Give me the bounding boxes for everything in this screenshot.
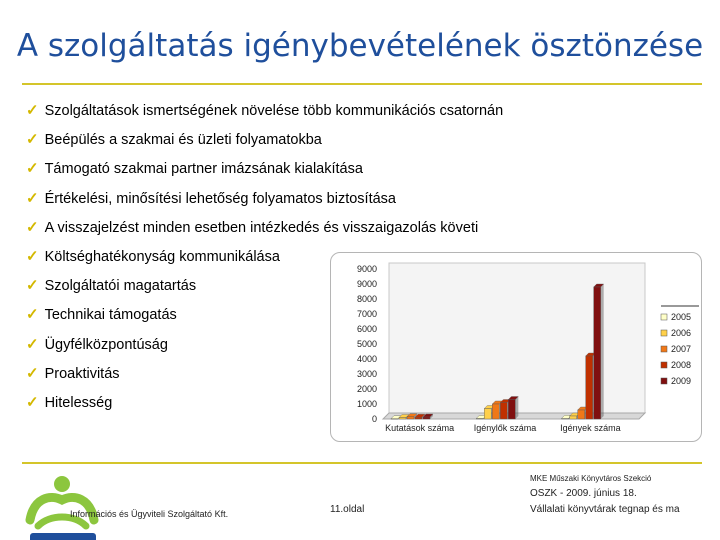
legend-swatch xyxy=(661,330,667,336)
bullet-text: Szolgáltatások ismertségének növelése több kommunikációs csatornán xyxy=(44,103,504,119)
bar-2009 xyxy=(423,417,430,419)
bullet-text: Értékelési, minősítési lehetőség folyamatos biztosítása xyxy=(44,190,396,207)
footer-company: Információs és Ügyviteli Szolgáltató Kft. xyxy=(70,509,229,519)
legend-label: 2006 xyxy=(671,328,692,338)
legend-label: 2008 xyxy=(671,360,692,370)
bullet-item xyxy=(26,125,503,154)
y-tick-label: 1000 xyxy=(356,399,377,409)
bar-2008 xyxy=(500,403,507,420)
bullet-item xyxy=(26,184,503,213)
slide-title: A szolgáltatás igénybevételének ösztönzése xyxy=(16,28,704,64)
checkmark-icon: ✓ xyxy=(26,277,39,295)
bullet-text: Hitelesség xyxy=(44,394,113,411)
bar-2006 xyxy=(399,418,406,420)
bullet-text: A visszajelzést minden esetben intézkedés és visszaigazolás követi xyxy=(44,219,479,236)
bullet-item xyxy=(26,96,503,125)
footer-event: OSZK - 2009. június 18. xyxy=(530,488,637,499)
footer-subtitle: Vállalati könyvtárak tegnap és ma xyxy=(530,504,680,515)
bar-2007 xyxy=(407,417,414,419)
y-tick-label: 4000 xyxy=(356,354,377,364)
bullet-text: Beépülés a szakmai és üzleti folyamatokba xyxy=(44,132,322,149)
x-tick-label: Igények száma xyxy=(560,423,621,433)
footer-divider xyxy=(22,462,702,464)
y-tick-label: 2000 xyxy=(356,384,377,394)
bar-2005 xyxy=(476,418,483,419)
bar-2007 xyxy=(578,410,585,419)
chart-canvas xyxy=(331,253,703,443)
bullet-text: Szolgáltatói magatartás xyxy=(44,278,197,295)
bar-2006 xyxy=(570,416,577,419)
x-tick-label: Igénylők száma xyxy=(473,423,537,433)
y-tick-label: 7000 xyxy=(356,309,377,319)
bar-side xyxy=(515,397,518,420)
bar-2008 xyxy=(415,417,422,419)
checkmark-icon: ✓ xyxy=(26,364,39,382)
bar-2007 xyxy=(492,404,499,419)
legend-swatch xyxy=(661,378,667,384)
checkmark-icon: ✓ xyxy=(26,306,39,324)
y-tick-label: 6000 xyxy=(356,324,377,334)
bar-2009 xyxy=(594,287,601,419)
checkmark-icon: ✓ xyxy=(26,335,39,353)
checkmark-icon: ✓ xyxy=(26,102,39,119)
checkmark-icon: ✓ xyxy=(26,131,39,149)
footer-section: MKE Műszaki Könyvtáros Szekció xyxy=(530,474,652,483)
company-logo xyxy=(20,470,110,540)
footer-page-number: 11.oldal xyxy=(330,504,365,515)
bar-2005 xyxy=(391,419,398,420)
bar-2006 xyxy=(484,409,491,420)
checkmark-icon: ✓ xyxy=(26,189,39,207)
plot-back-wall xyxy=(389,263,645,413)
y-tick-label: 0 xyxy=(371,414,377,424)
checkmark-icon: ✓ xyxy=(26,160,39,178)
checkmark-icon: ✓ xyxy=(26,218,39,236)
y-tick-label: 5000 xyxy=(356,339,377,349)
bar-2008 xyxy=(586,356,593,419)
bullet-text: Támogató szakmai partner imázsának kialakítása xyxy=(44,161,363,178)
bullet-item xyxy=(26,154,503,183)
checkmark-icon: ✓ xyxy=(26,247,39,265)
bullet-text: Technikai támogatás xyxy=(44,307,177,324)
legend-label: 2005 xyxy=(671,312,692,322)
bar-2005 xyxy=(562,418,569,419)
legend-label: 2007 xyxy=(671,344,692,354)
legend-label: 2009 xyxy=(671,376,692,386)
bullet-item xyxy=(26,213,503,242)
bar-side xyxy=(601,284,604,419)
checkmark-icon: ✓ xyxy=(26,393,39,411)
bar-2009 xyxy=(508,400,515,420)
bar-chart xyxy=(330,252,702,442)
legend-swatch xyxy=(661,346,667,352)
bullet-text: Költséghatékonyság kommunikálása xyxy=(44,248,280,265)
bullet-text: Ügyfélközpontúság xyxy=(44,336,168,353)
x-tick-label: Kutatások száma xyxy=(385,423,455,433)
y-tick-label: 3000 xyxy=(356,369,377,379)
legend-swatch xyxy=(661,362,667,368)
legend-swatch xyxy=(661,314,667,320)
y-tick-label: 9000 xyxy=(356,264,377,274)
bullet-text: Proaktivitás xyxy=(44,365,120,382)
y-tick-label: 9000 xyxy=(356,279,377,289)
y-tick-label: 8000 xyxy=(356,294,377,304)
title-divider xyxy=(22,83,702,85)
